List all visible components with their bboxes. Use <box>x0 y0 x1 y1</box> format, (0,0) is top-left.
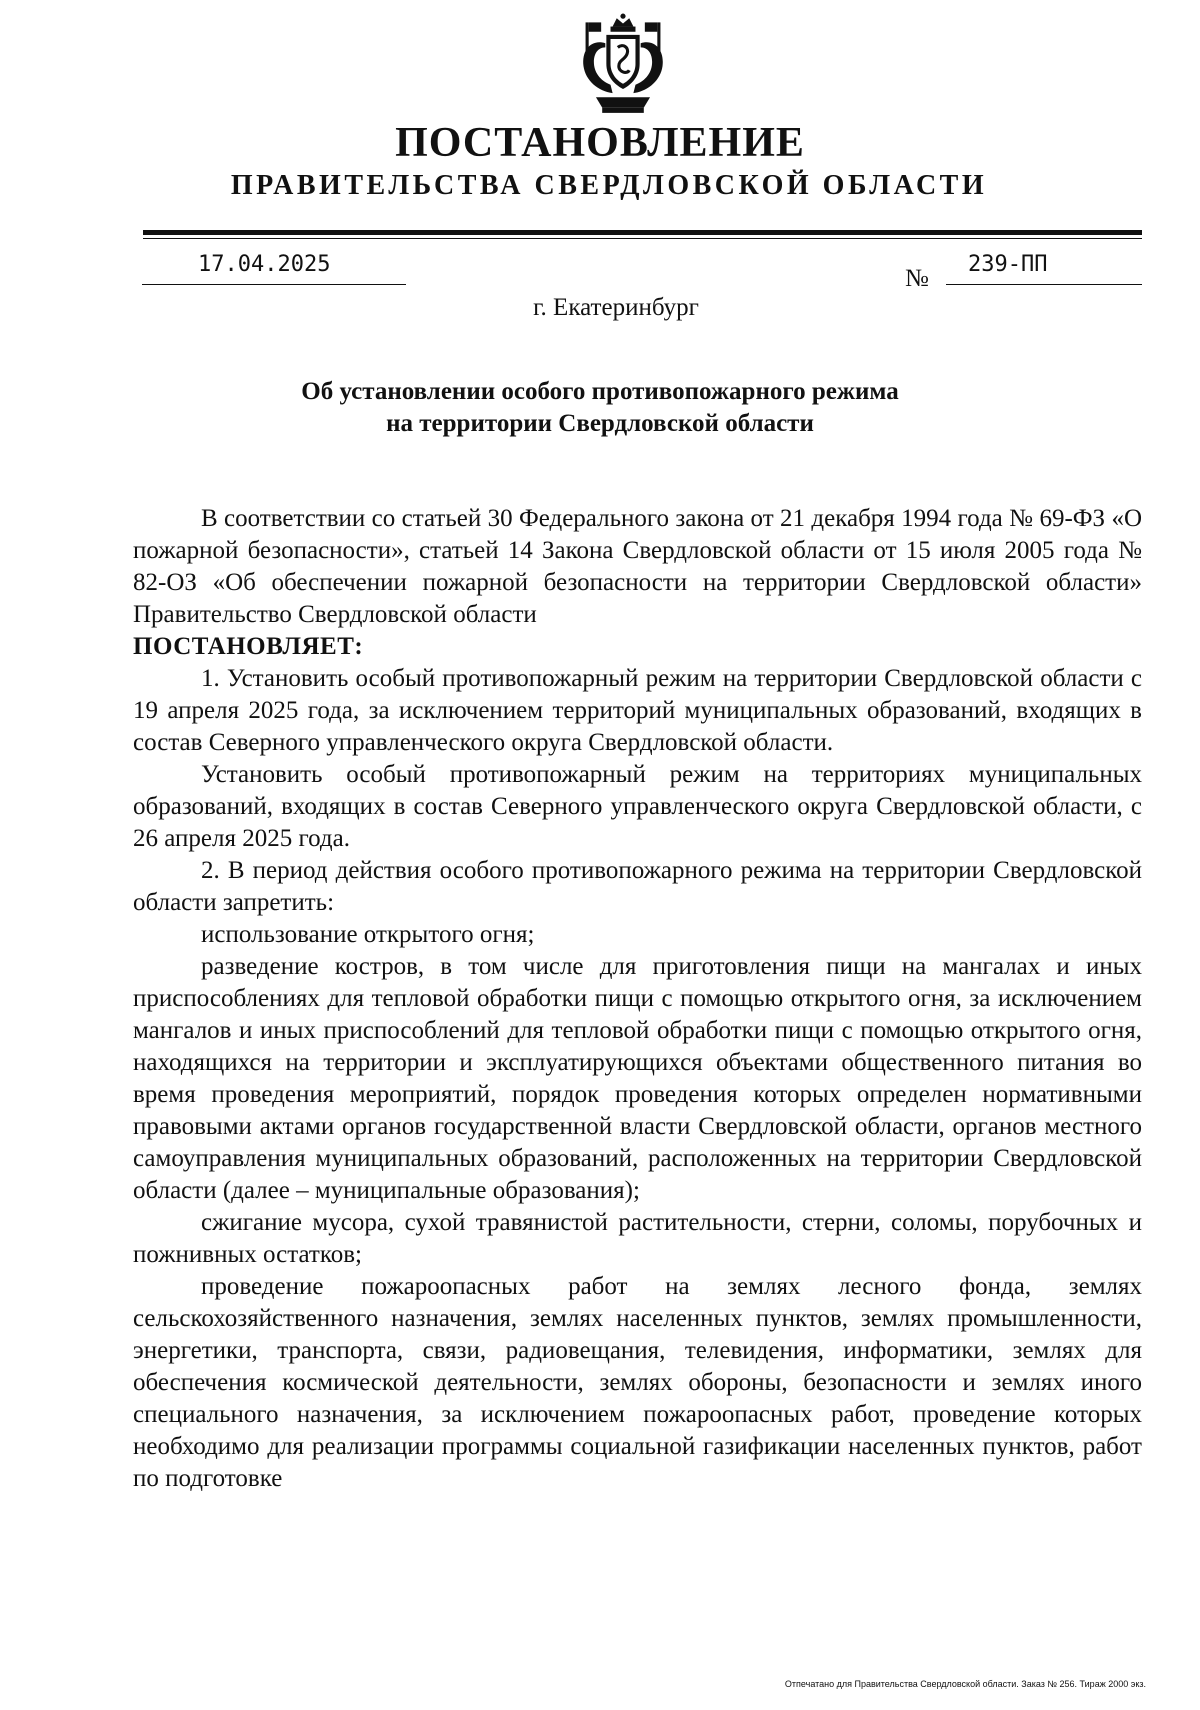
document-number: 239-ПП <box>968 252 1048 277</box>
header-rule-thick <box>143 230 1142 235</box>
body-paragraph: 2. В период действия особого противопожарного режима на территории Свердловской области запретить: <box>133 857 1142 916</box>
date-underline <box>142 284 406 285</box>
body-paragraph: сжигание мусора, сухой травянистой растительности, стерни, соломы, порубочных и пожнивных остатков; <box>133 1209 1142 1268</box>
document-body <box>133 503 1142 1495</box>
resolve-heading: ПОСТАНОВЛЯЕТ: <box>133 633 364 660</box>
document-subject <box>200 376 1000 440</box>
header-rule-thin <box>143 238 1142 239</box>
body-paragraph: Установить особый противопожарный режим на территориях муниципальных образований, входящих в состав Северного управленческого округа Свердловской области, с 26 апреля 2025 года. <box>133 761 1142 852</box>
print-note: Отпечатано для Правительства Свердловской области. Заказ № 256. Тираж 2000 экз. <box>784 1679 1146 1689</box>
body-paragraph: использование открытого огня; <box>201 921 535 948</box>
body-paragraph: разведение костров, в том числе для приготовления пищи на мангалах и иных приспособлениях для тепловой обработки пищи с помощью открытого огня, за исключением мангалов и иных приспособлений для тепловой обработки пищи с помощью открытого огня, находящихся на территории и эксплуатирующихся объектами общественного питания во время проведения мероприятий, порядок проведения которых определен нормативными правовыми актами органов государственной власти Свердловской области, органов местного самоуправления муниципальных образований, расположенных на территории Свердловской области (далее – муниципальные образования); <box>133 953 1142 1204</box>
subject-line-1: Об установлении особого противопожарного режима <box>301 378 899 405</box>
document-title: ПОСТАНОВЛЕНИЕ <box>395 120 805 166</box>
preamble-paragraph: В соответствии со статьей 30 Федерального закона от 21 декабря 1994 года № 69-ФЗ «О пожарной безопасности», статьей 14 Закона Свердловской области от 15 июля 2005 года № 82-ОЗ «Об обеспечении пожарной безопасности на территории Свердловской области» Правительство Свердловской области <box>133 505 1142 628</box>
document-subtitle: ПРАВИТЕЛЬСТВА СВЕРДЛОВСКОЙ ОБЛАСТИ <box>230 170 988 201</box>
subject-line-2: на территории Свердловской области <box>386 410 814 437</box>
document-city: г. Екатеринбург <box>533 294 699 321</box>
number-underline <box>946 284 1142 285</box>
coat-of-arms-icon <box>571 12 675 116</box>
number-label: № <box>905 265 929 292</box>
body-paragraph: проведение пожароопасных работ на землях лесного фонда, землях сельскохозяйственного назначения, землях населенных пунктов, землях промышленности, энергетики, транспорта, связи, радиовещания, телевидения, информатики, землях для обеспечения космической деятельности, землях обороны, безопасности и землях иного специального назначения, за исключением пожароопасных работ, проведение которых необходимо для реализации программы социальной газификации населенных пунктов, работ по подготовке <box>133 1273 1142 1492</box>
body-paragraph: 1. Установить особый противопожарный режим на территории Свердловской области с 19 апреля 2025 года, за исключением территорий муниципальных образований, входящих в состав Северного управленческого округа Свердловской области. <box>133 665 1142 756</box>
document-date: 17.04.2025 <box>198 252 331 277</box>
